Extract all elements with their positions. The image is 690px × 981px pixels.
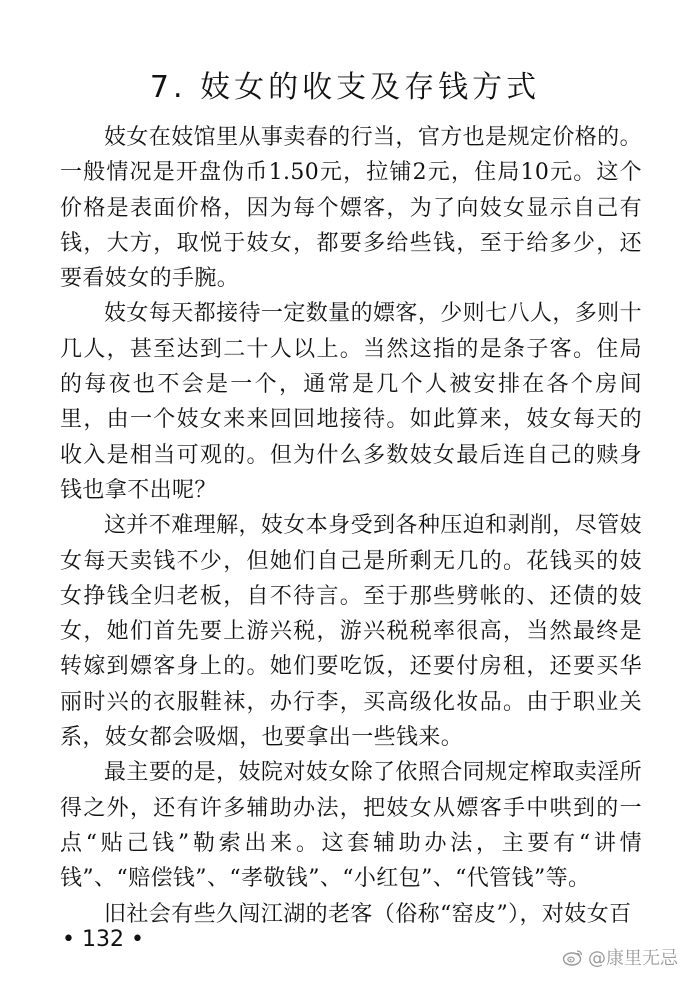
section-title: 7. 妓女的收支及存钱方式 — [149, 70, 541, 105]
paragraph: 这并不难理解，妓女本身受到各种压迫和剥削，尽管妓女每天卖钱不少，但她们自己是所剩无几的。花钱买的妓女挣钱全归老板，自不待言。至于那些劈帐的、还债的妓女，她们首先要上游兴税，游兴税税率很高，当然最终是转嫁到嫖客身上的。她们要吃饭，还要付房租，还要买华丽时兴的衣服鞋袜，办行李，买高级化妆品。由于职业关系，妓女都会吸烟，也要拿出一些钱来。 — [60, 513, 642, 751]
weibo-icon — [562, 948, 584, 966]
watermark-text: @康里无忌 — [588, 948, 678, 969]
paragraph: 妓女在妓馆里从事卖春的行当，官方也是规定价格的。一般情况是开盘伪币1.50元，拉铺2元，住局10元。这个价格是表面价格，因为每个嫖客，为了向妓女显示自己有钱，大方，取悦于妓女，都要多给些钱，至于给多少，还要看妓女的手腕。 — [60, 125, 642, 292]
page-number: • 132 • — [62, 927, 144, 952]
watermark — [562, 944, 678, 970]
body-text — [60, 120, 642, 932]
paragraph: 旧社会有些久闯江湖的老客（俗称“窑皮”），对妓女百 — [104, 901, 632, 927]
paragraph: 妓女每天都接待一定数量的嫖客，少则七八人，多则十几人，甚至达到二十人以上。当然这指的是条子客。住局的每夜也不会是一个，通常是几个人被安排在各个房间里，由一个妓女来来回回地接待。如此算来，妓女每天的收入是相当可观的。但为什么多数妓女最后连自己的赎身钱也拿不出呢？ — [60, 301, 642, 503]
paragraph: 最主要的是，妓院对妓女除了依照合同规定榨取卖淫所得之外，还有许多辅助办法，把妓女从嫖客手中哄到的一点“贴己钱”勒索出来。这套辅助办法，主要有“讲情钱”、“赔偿钱”、“孝敬钱”、“小红包”、“代管钱”等。 — [60, 760, 642, 892]
